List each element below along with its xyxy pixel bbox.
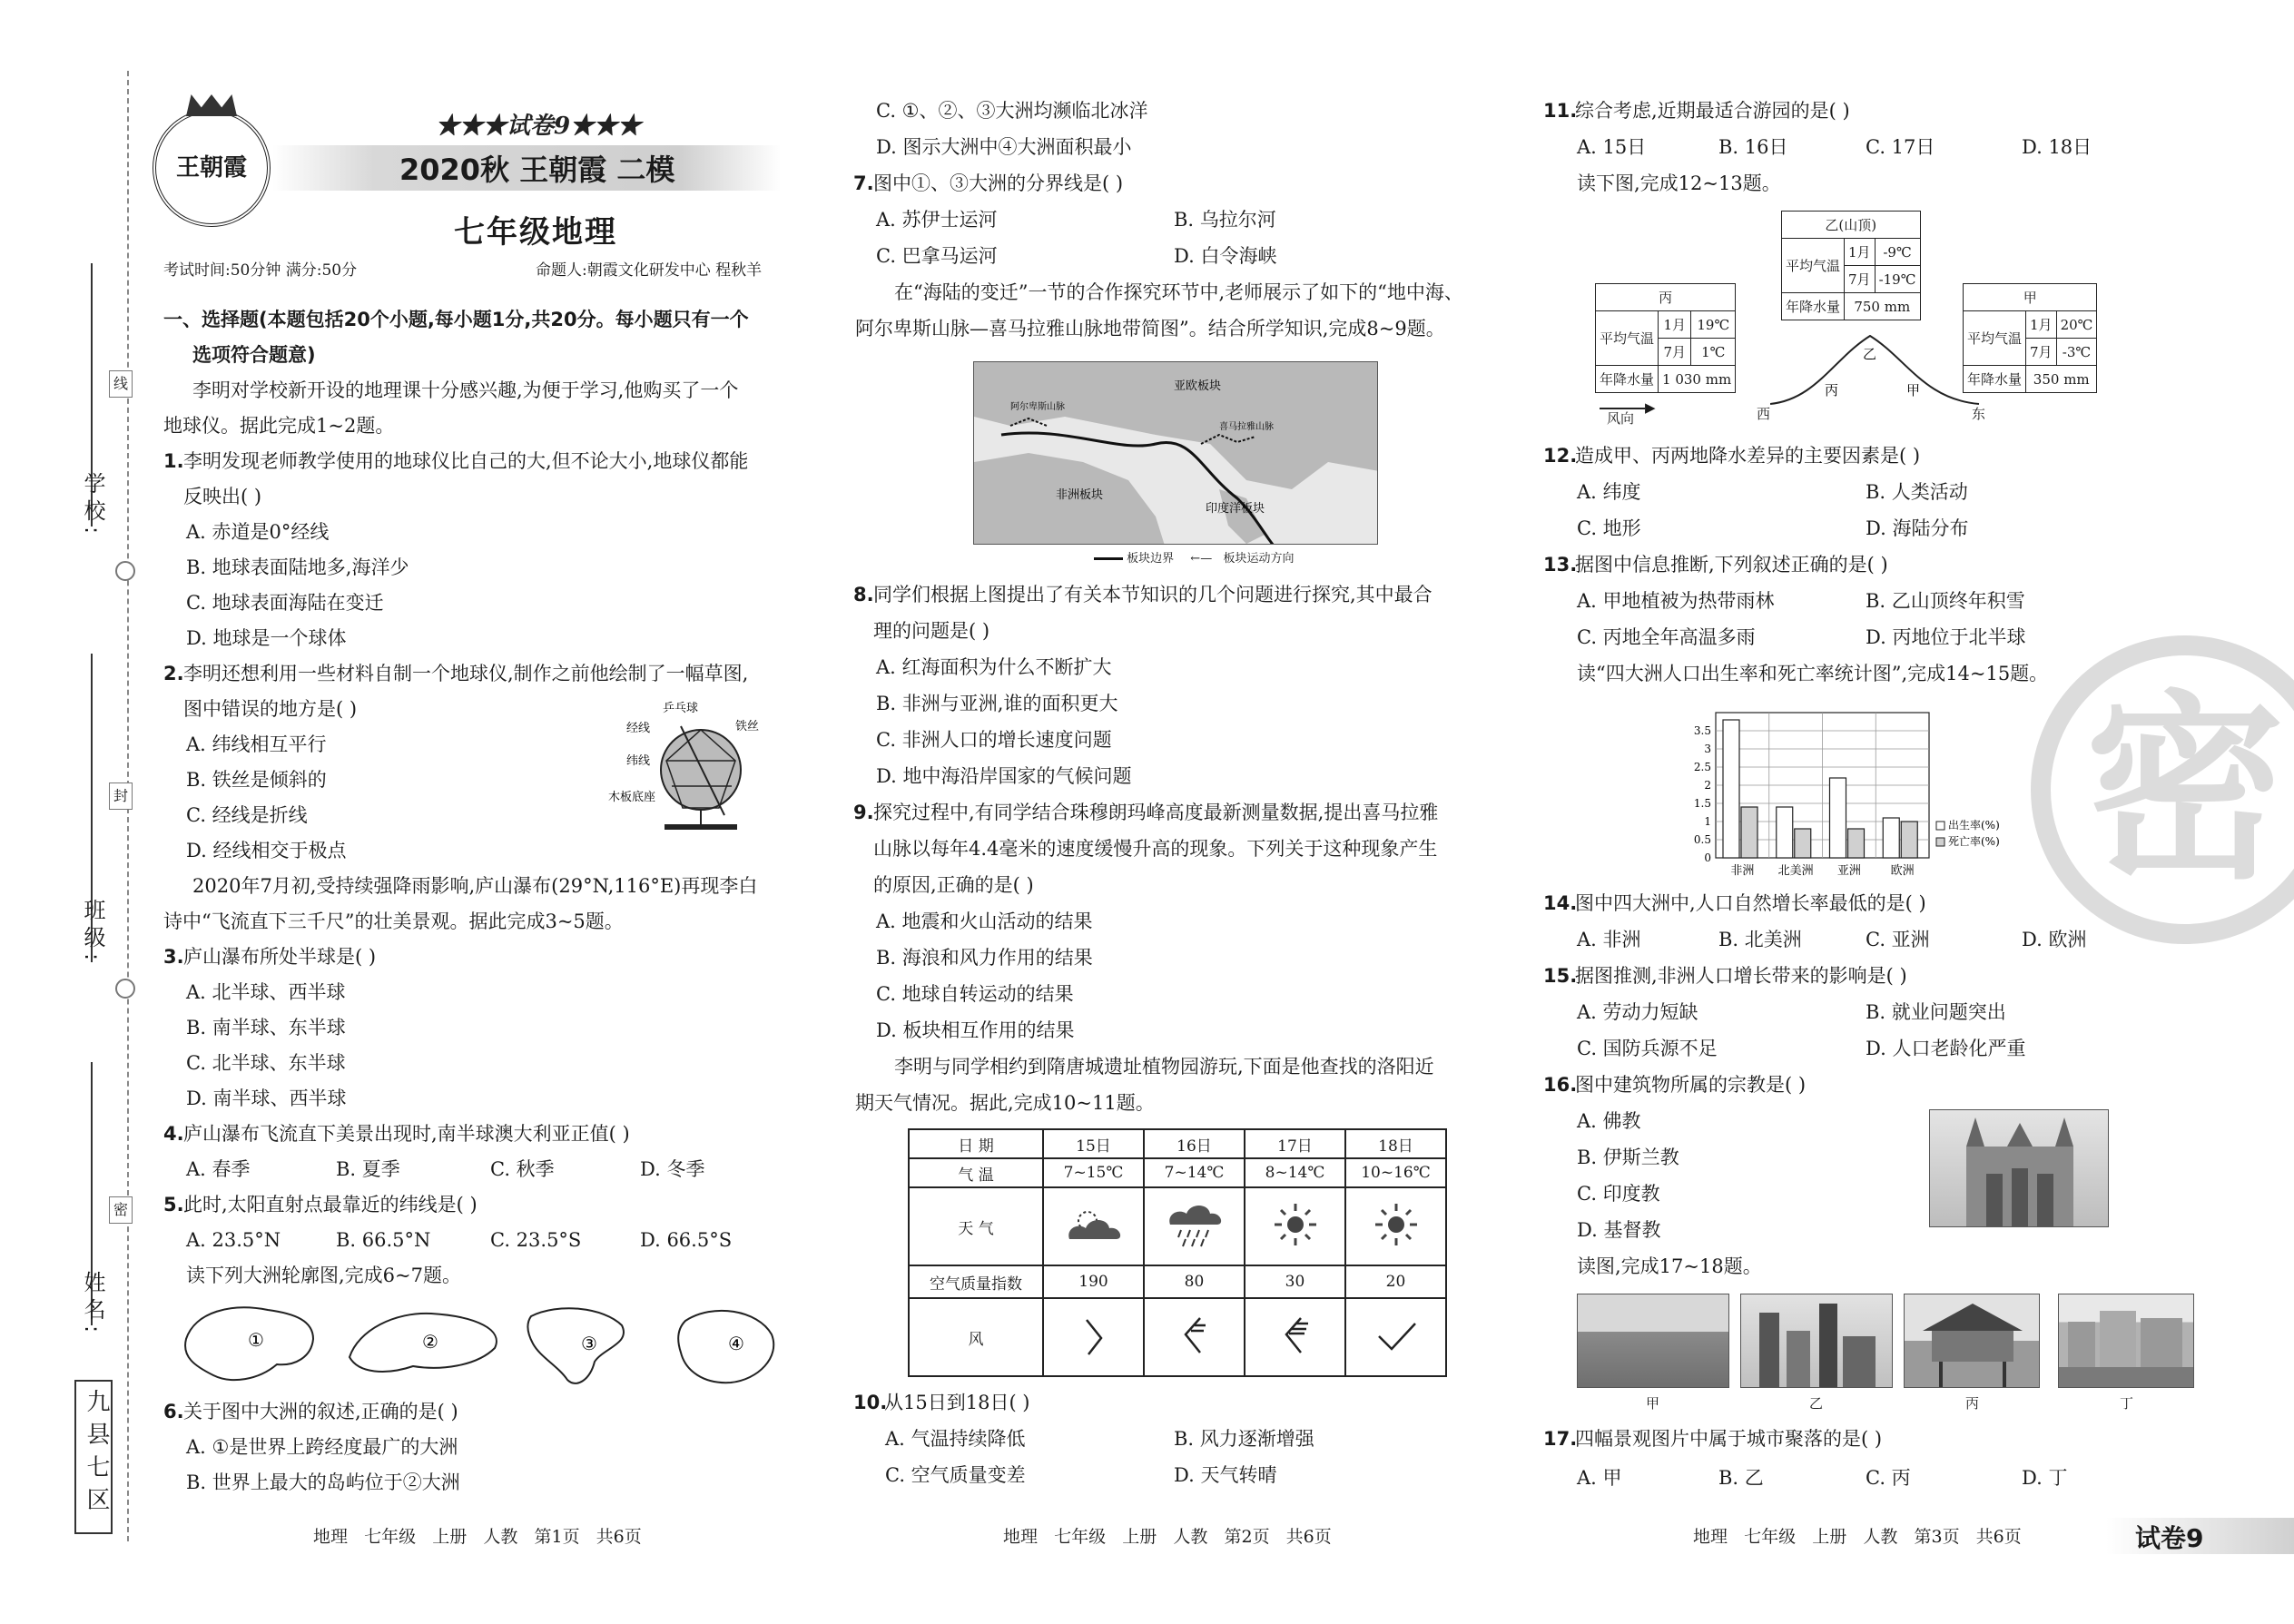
option[interactable]: B. 乙 <box>1718 1467 1764 1489</box>
rain-icon <box>1144 1187 1245 1265</box>
author-info: 命题人:朝霞文化研发中心 程秋羊 <box>536 261 763 280</box>
photo-jia <box>1577 1294 1729 1388</box>
photo-bing <box>1904 1294 2040 1388</box>
map-label: 印度洋板块 <box>1206 502 1265 516</box>
photo-label: 甲 <box>1646 1395 1660 1412</box>
bar <box>1848 829 1865 858</box>
mountain-profile <box>1770 322 1988 422</box>
globe-sketch-figure <box>599 699 790 835</box>
wind-icon <box>1245 1298 1345 1376</box>
bar <box>1901 822 1917 858</box>
x-tick-label: 欧洲 <box>1890 864 1915 878</box>
footer-page2: 地理 七年级 上册 人教 第2页 共6页 <box>1003 1527 1332 1547</box>
photo-label: 丙 <box>1965 1395 1980 1412</box>
photo-label: 丁 <box>2120 1395 2134 1412</box>
continent-label: ④ <box>728 1333 744 1354</box>
option[interactable]: A. 23.5°N <box>186 1229 281 1251</box>
option[interactable]: C. 非洲人口的增长速度问题 <box>876 729 1112 751</box>
y-tick-label: 1.5 <box>1693 797 1711 810</box>
fig-label: 木板底座 <box>608 791 656 804</box>
option[interactable]: A. 15日 <box>1577 136 1647 158</box>
option[interactable]: C. 国防兵源不足 <box>1577 1038 1718 1059</box>
bind-mark-xian: 线 <box>109 370 133 398</box>
y-tick-label: 3 <box>1704 743 1711 755</box>
option[interactable]: A. 纬线相互平行 <box>186 733 327 755</box>
x-tick-label: 亚洲 <box>1836 864 1861 878</box>
option[interactable]: B. 就业问题突出 <box>1866 1001 2006 1023</box>
option[interactable]: B. 地球表面陆地多,海洋少 <box>186 556 409 578</box>
y-tick-label: 2 <box>1704 779 1711 792</box>
name-label: 姓名: <box>80 1271 105 1339</box>
footer-page3: 地理 七年级 上册 人教 第3页 共6页 <box>1693 1527 2022 1547</box>
wind-icon <box>1043 1298 1144 1376</box>
binding-circle <box>115 979 135 999</box>
map-legend: 板块边界 ←— 板块运动方向 <box>1094 548 1294 566</box>
subject-title: 七年级地理 <box>454 214 617 251</box>
option[interactable]: D. 南半球、西半球 <box>186 1088 347 1109</box>
intro-14-15: 读“四大洲人口出生率和死亡率统计图”,完成14~15题。 <box>1577 663 2049 684</box>
class-label: 班级: <box>80 899 105 967</box>
logo-text: 王朝霞 <box>175 154 247 182</box>
option[interactable]: A. 苏伊士运河 <box>876 209 998 231</box>
option[interactable]: C. 经线是折线 <box>186 804 308 826</box>
map-label: 阿尔卑斯山脉 <box>1010 402 1065 412</box>
option[interactable]: C. 印度教 <box>1577 1183 1660 1205</box>
bar <box>1830 778 1846 858</box>
y-tick-label: 2.5 <box>1693 761 1711 773</box>
option[interactable]: B. 北美洲 <box>1718 929 1802 950</box>
option[interactable]: D. 白令海峡 <box>1174 245 1277 267</box>
y-tick-label: 1 <box>1704 815 1711 828</box>
secret-stamp-char: 密 <box>2084 674 2285 906</box>
climate-table-bing: 丙 平均气温 1月 19℃ 7月 1℃ 年降水量 1 030 mm <box>1595 283 1736 393</box>
option[interactable]: D. 18日 <box>2022 136 2092 158</box>
option[interactable]: A. 甲 <box>1577 1467 1622 1489</box>
continent-label: ③ <box>581 1333 597 1354</box>
option[interactable]: D. 欧洲 <box>2022 929 2087 950</box>
y-tick-label: 0.5 <box>1693 833 1711 846</box>
y-tick-label: 0 <box>1704 851 1711 864</box>
crown-icon <box>186 94 237 116</box>
option[interactable]: B. 南半球、东半球 <box>186 1017 346 1038</box>
weather-table: 日 期 15日 16日 17日 18日 气 温 7~15℃ 7~14℃ 8~14℃ 10~16℃ 天 气 空气质量指数 190 80 30 20 风 <box>908 1128 1447 1377</box>
foot-label: 丙 <box>1825 382 1839 399</box>
option[interactable]: C. 北半球、东半球 <box>186 1052 346 1074</box>
bar <box>1795 829 1811 858</box>
option[interactable]: C. 丙地全年高温多雨 <box>1577 626 1756 648</box>
option[interactable]: A. 劳动力短缺 <box>1577 1001 1698 1023</box>
option[interactable]: B. 66.5°N <box>336 1229 431 1251</box>
option[interactable]: D. 人口老龄化严重 <box>1866 1038 2026 1059</box>
bar <box>1723 720 1739 858</box>
exam-tag: ★★★试卷9★★★ <box>436 113 642 140</box>
option[interactable]: D. 丙地位于北半球 <box>1866 626 2026 648</box>
option[interactable]: D. 板块相互作用的结果 <box>876 1019 1075 1041</box>
option[interactable]: D. 经线相交于极点 <box>186 840 347 861</box>
option[interactable]: C. 地球自转运动的结果 <box>876 983 1074 1005</box>
option[interactable]: C. 丙 <box>1866 1467 1911 1489</box>
option[interactable]: A. 甲地植被为热带雨林 <box>1577 590 1775 612</box>
wind-direction: ▶ <box>1600 399 1656 416</box>
photo-ding <box>2058 1294 2194 1388</box>
plate-map <box>973 361 1378 545</box>
exam-info: 考试时间:50分钟 满分:50分 <box>163 261 358 280</box>
sun-icon <box>1245 1187 1345 1265</box>
population-rate-chart <box>1689 699 2070 881</box>
fig-label: 乒乓球 <box>663 702 699 715</box>
footer-tag: 试卷9 <box>2135 1523 2204 1553</box>
legend-label: 死亡率(%) <box>1948 835 2000 848</box>
wind-label: 风向 <box>1607 410 1635 427</box>
option[interactable]: B. 16日 <box>1718 136 1788 158</box>
map-label: 喜马拉雅山脉 <box>1219 422 1274 432</box>
option[interactable]: B. 人类活动 <box>1866 481 1968 503</box>
option[interactable]: B. 海浪和风力作用的结果 <box>876 947 1093 969</box>
wind-icon <box>1144 1298 1245 1376</box>
option[interactable]: A. 佛教 <box>1577 1110 1641 1132</box>
peak-label: 乙 <box>1863 346 1877 362</box>
option[interactable]: D. 地中海沿岸国家的气候问题 <box>876 765 1132 787</box>
option[interactable]: A. 北半球、西半球 <box>186 981 346 1003</box>
intro-17-18: 读图,完成17~18题。 <box>1577 1255 1762 1277</box>
option[interactable]: B. 夏季 <box>336 1158 400 1180</box>
option[interactable]: C. 巴拿马运河 <box>876 245 998 267</box>
option[interactable]: D. 天气转晴 <box>1174 1464 1277 1486</box>
bar <box>1777 807 1793 858</box>
school-label: 学校: <box>80 472 105 540</box>
option[interactable]: C. 23.5°S <box>490 1229 582 1251</box>
x-tick-label: 非洲 <box>1730 864 1755 878</box>
climate-table-jia: 甲 平均气温 1月 20℃ 7月 -3℃ 年降水量 350 mm <box>1963 283 2097 393</box>
foot-label: 甲 <box>1906 382 1921 399</box>
bind-mark-feng: 封 <box>109 782 133 810</box>
region-label: 九县七区 <box>83 1389 110 1520</box>
option[interactable]: C. ①、②、③大洲均濒临北冰洋 <box>876 100 1148 122</box>
option[interactable]: B. 世界上最大的岛屿位于②大洲 <box>186 1471 460 1493</box>
wind-icon <box>1345 1298 1446 1376</box>
continent-label: ① <box>248 1329 264 1351</box>
option[interactable]: B. 乙山顶终年积雪 <box>1866 590 2025 612</box>
option[interactable]: B. 伊斯兰教 <box>1577 1147 1679 1168</box>
option[interactable]: A. 春季 <box>186 1158 251 1180</box>
bar <box>1741 807 1757 858</box>
option[interactable]: A. 非洲 <box>1577 929 1641 950</box>
fig-label: 纬线 <box>626 754 651 768</box>
y-tick-label: 3.5 <box>1693 724 1711 737</box>
footer-page1: 地理 七年级 上册 人教 第1页 共6页 <box>313 1527 642 1547</box>
bar <box>1883 818 1899 858</box>
legend-swatch <box>1936 822 1944 830</box>
option[interactable]: A. 红海面积为什么不断扩大 <box>876 656 1112 678</box>
legend-swatch <box>1936 838 1944 846</box>
secret-stamp <box>2031 635 2294 944</box>
continent-label: ② <box>422 1331 438 1353</box>
map-label: 非洲板块 <box>1056 488 1104 502</box>
option[interactable]: A. ①是世界上跨经度最广的大洲 <box>186 1436 458 1458</box>
option[interactable]: D. 丁 <box>2022 1467 2068 1489</box>
option[interactable]: A. 纬度 <box>1577 481 1641 503</box>
bind-mark-mi: 密 <box>109 1196 133 1224</box>
legend-label: 出生率(%) <box>1948 819 2000 832</box>
photo-yi <box>1740 1294 1893 1388</box>
option[interactable]: C. 地形 <box>1577 517 1641 539</box>
west-label: 西 <box>1757 406 1771 422</box>
option[interactable]: B. 风力逐渐增强 <box>1174 1428 1314 1450</box>
binding-circle <box>115 561 135 581</box>
fig-label: 铁丝 <box>735 720 760 733</box>
option[interactable]: B. 乌拉尔河 <box>1174 209 1276 231</box>
option[interactable]: D. 图示大洲中④大洲面积最小 <box>876 136 1132 158</box>
banner-title: 2020秋 王朝霞 二模 <box>399 153 675 187</box>
intro-6-7: 读下列大洲轮廓图,完成6~7题。 <box>186 1265 461 1286</box>
option[interactable]: C. 地球表面海陆在变迁 <box>186 592 384 614</box>
map-label: 亚欧板块 <box>1174 379 1222 393</box>
option[interactable]: D. 66.5°S <box>640 1229 733 1251</box>
option[interactable]: D. 冬季 <box>640 1158 705 1180</box>
x-tick-label: 北美洲 <box>1777 864 1814 878</box>
photo-label: 乙 <box>1809 1395 1824 1412</box>
option[interactable]: B. 铁丝是倾斜的 <box>186 769 327 791</box>
option[interactable]: C. 17日 <box>1866 136 1935 158</box>
option[interactable]: C. 秋季 <box>490 1158 555 1180</box>
option[interactable]: C. 亚洲 <box>1866 929 1930 950</box>
intro-12-13: 读下图,完成12~13题。 <box>1577 172 1781 194</box>
fig-label: 经线 <box>626 722 651 735</box>
logo <box>153 109 271 227</box>
option[interactable]: A. 赤道是0°经线 <box>186 521 330 543</box>
sun-icon <box>1345 1187 1446 1265</box>
option[interactable]: D. 基督教 <box>1577 1219 1661 1241</box>
option[interactable]: C. 空气质量变差 <box>885 1464 1026 1486</box>
cathedral-photo <box>1929 1109 2109 1227</box>
east-label: 东 <box>1972 406 1986 422</box>
option[interactable]: D. 地球是一个球体 <box>186 627 347 649</box>
cloudy-icon <box>1043 1187 1144 1265</box>
climate-table-yi: 乙(山顶) 平均气温 1月 -9℃ 7月 -19℃ 年降水量 750 mm <box>1781 211 1921 320</box>
option[interactable]: A. 气温持续降低 <box>885 1428 1026 1450</box>
option[interactable]: A. 地震和火山活动的结果 <box>876 910 1093 932</box>
option[interactable]: D. 海陆分布 <box>1866 517 1969 539</box>
continent-outlines-figure <box>177 1294 785 1393</box>
option[interactable]: B. 非洲与亚洲,谁的面积更大 <box>876 693 1118 714</box>
